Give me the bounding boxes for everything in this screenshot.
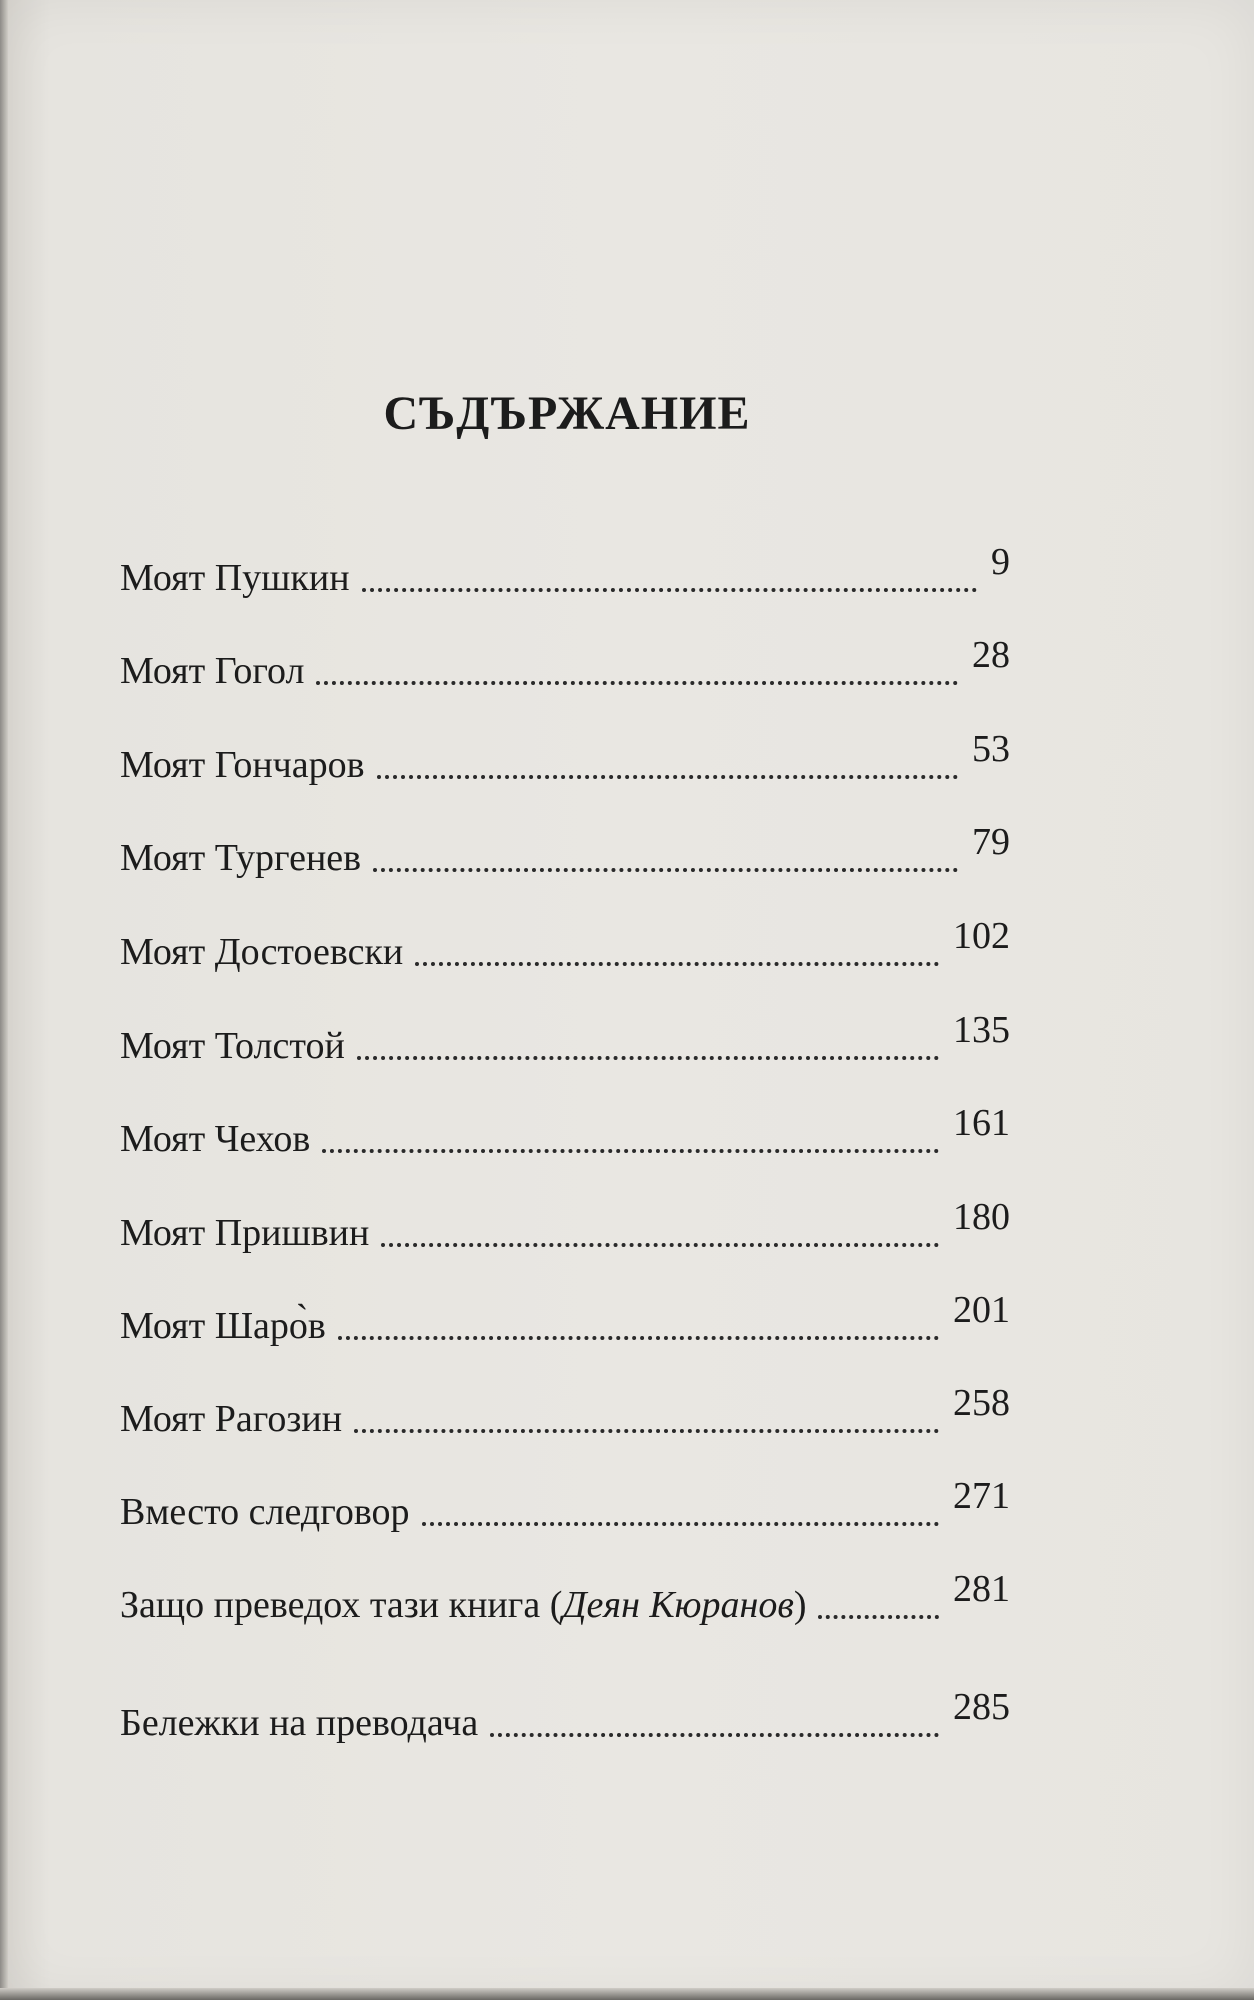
toc-entry-page: 79 <box>972 821 1010 863</box>
toc-entry-page: 285 <box>953 1686 1010 1728</box>
toc-entry-page: 28 <box>972 634 1010 676</box>
dot-leader <box>818 1615 939 1619</box>
toc-entry-page: 9 <box>991 541 1010 583</box>
toc-entry-title: Моят Пушкин <box>120 557 350 599</box>
toc-entry-title-text: Защо преведох тази книга ( <box>120 1584 563 1626</box>
dot-leader <box>322 1149 939 1153</box>
toc-entry <box>120 633 1010 692</box>
toc-entry-page: 180 <box>953 1196 1010 1238</box>
dot-leader <box>377 775 958 779</box>
toc-entry <box>120 1567 1010 1626</box>
dot-leader <box>338 1336 939 1340</box>
page-binding-edge <box>0 0 8 2000</box>
dot-leader <box>354 1429 939 1433</box>
toc-entry <box>120 540 1010 599</box>
toc-entry-title: Моят Достоевски <box>120 931 404 973</box>
toc-entry-title: Моят Пришвин <box>120 1212 370 1254</box>
toc-entry <box>120 820 1010 879</box>
toc-entry-title: Моят Рагозин <box>120 1398 343 1440</box>
toc-entry <box>120 1474 1010 1533</box>
toc-entry-page: 102 <box>953 915 1010 957</box>
dot-leader <box>357 1056 939 1060</box>
toc-entry <box>120 1008 1010 1067</box>
toc-entry-page: 201 <box>953 1289 1010 1331</box>
dot-leader <box>362 588 977 592</box>
page-bottom-edge <box>0 1988 1254 2000</box>
toc-entry-title: Моят Толстой <box>120 1025 345 1067</box>
toc-entry-title: Моят Чехов <box>120 1118 311 1160</box>
toc-entry <box>120 1101 1010 1160</box>
toc-entry-page: 281 <box>953 1568 1010 1610</box>
dot-leader <box>381 1243 939 1247</box>
toc-entry-title: Бележки на преводача <box>120 1702 479 1744</box>
toc-entry <box>120 1685 1010 1744</box>
dot-leader <box>422 1522 939 1526</box>
toc-entry-title: Моят Шаро̀в <box>120 1305 326 1347</box>
dot-leader <box>373 868 958 872</box>
toc-entry-title <box>120 1583 806 1627</box>
toc-entry-page: 258 <box>953 1382 1010 1424</box>
toc-entry-title-end: ) <box>793 1584 807 1626</box>
toc-entry <box>120 727 1010 786</box>
page-title: СЪДЪРЖАНИЕ <box>383 387 751 440</box>
toc-entry <box>120 914 1010 973</box>
dot-leader <box>316 681 958 685</box>
translator-name: Деян Кюранов <box>562 1584 794 1626</box>
toc-entry-title: Моят Тургенев <box>120 837 362 879</box>
toc-entry-page: 161 <box>953 1102 1010 1144</box>
toc-entry <box>120 1381 1010 1440</box>
toc-entry-page: 271 <box>953 1475 1010 1517</box>
toc-entry-page: 135 <box>953 1009 1010 1051</box>
toc-entry-title: Моят Гончаров <box>120 744 365 786</box>
toc-entry-title: Моят Гогол <box>120 650 305 692</box>
dot-leader <box>415 962 939 966</box>
toc-entry-title: Вместо следговор <box>120 1491 410 1533</box>
toc-entry <box>120 1288 1010 1347</box>
toc-entry <box>120 1195 1010 1254</box>
dot-leader <box>490 1733 939 1737</box>
toc-entry-page: 53 <box>972 728 1010 770</box>
